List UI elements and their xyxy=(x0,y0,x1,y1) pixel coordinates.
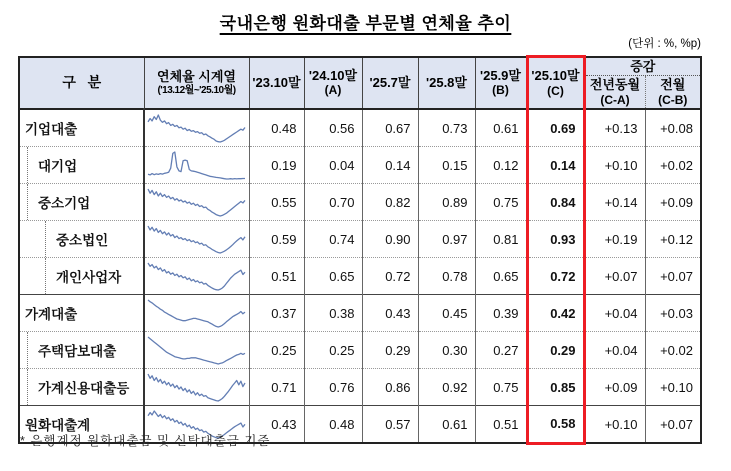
current-value-cell: 0.14 xyxy=(527,147,584,184)
current-value-cell: 0.58 xyxy=(527,406,584,444)
table-row xyxy=(19,332,701,369)
value-cell: 0.38 xyxy=(304,295,362,332)
unit-note: (단위 : %, %p) xyxy=(628,38,701,50)
value-cell: 0.61 xyxy=(418,406,475,444)
change-value-cell: +0.12 xyxy=(645,221,701,258)
change-value-cell: +0.08 xyxy=(645,109,701,147)
value-cell: 0.72 xyxy=(362,258,418,295)
value-cell: 0.74 xyxy=(304,221,362,258)
value-cell: 0.48 xyxy=(304,406,362,444)
change-value-cell: +0.10 xyxy=(584,406,645,444)
value-cell: 0.55 xyxy=(249,184,304,221)
change-value-cell: +0.10 xyxy=(584,147,645,184)
change-value-cell: +0.04 xyxy=(584,332,645,369)
change-value-cell: +0.09 xyxy=(645,184,701,221)
value-cell: 0.76 xyxy=(304,369,362,406)
header-change-yoy: 전년동월 (C-A) xyxy=(584,76,645,109)
row-label: 대기업 xyxy=(27,147,143,183)
change-value-cell: +0.14 xyxy=(584,184,645,221)
header-timeseries-title: 연체율 시계열 xyxy=(157,68,236,84)
sparkline-chart xyxy=(146,371,247,405)
sparkline-chart xyxy=(146,223,247,257)
row-label-cell xyxy=(19,258,144,295)
sparkline-cell xyxy=(144,221,249,258)
sparkline-chart xyxy=(146,112,247,146)
page-title: 국내은행 원화대출 부문별 연체율 추이 xyxy=(219,14,512,33)
value-cell: 0.92 xyxy=(418,369,475,406)
row-label-cell xyxy=(19,369,144,406)
value-cell: 0.97 xyxy=(418,221,475,258)
value-cell: 0.39 xyxy=(475,295,527,332)
value-cell: 0.14 xyxy=(362,147,418,184)
value-cell: 0.57 xyxy=(362,406,418,444)
value-cell: 0.86 xyxy=(362,369,418,406)
change-value-cell: +0.19 xyxy=(584,221,645,258)
value-cell: 0.71 xyxy=(249,369,304,406)
header-change-mom: 전월 (C-B) xyxy=(645,76,701,109)
value-cell: 0.73 xyxy=(418,109,475,147)
table-row xyxy=(19,147,701,184)
header-category: 구 분 xyxy=(19,57,144,110)
table-row xyxy=(19,221,701,258)
header-period-2509: '25.9말 (B) xyxy=(475,57,527,110)
row-label: 주택담보대출 xyxy=(27,332,143,368)
value-cell: 0.56 xyxy=(304,109,362,147)
value-cell: 0.70 xyxy=(304,184,362,221)
value-cell: 0.89 xyxy=(418,184,475,221)
table-row xyxy=(19,295,701,332)
table-row xyxy=(19,369,701,406)
change-value-cell: +0.07 xyxy=(645,406,701,444)
value-cell: 0.43 xyxy=(249,406,304,444)
value-cell: 0.43 xyxy=(362,295,418,332)
row-label-cell xyxy=(19,147,144,184)
current-value-cell: 0.42 xyxy=(527,295,584,332)
value-cell: 0.78 xyxy=(418,258,475,295)
value-cell: 0.15 xyxy=(418,147,475,184)
table-row xyxy=(19,109,701,147)
row-label: 기업대출 xyxy=(25,122,78,138)
footnote: * 은행계정 원화대출금 및 신탁대출금 기준 xyxy=(20,434,271,448)
sparkline-chart xyxy=(146,186,247,220)
value-cell: 0.51 xyxy=(249,258,304,295)
current-value-cell: 0.29 xyxy=(527,332,584,369)
table-row xyxy=(19,184,701,221)
change-value-cell: +0.04 xyxy=(584,295,645,332)
value-cell: 0.65 xyxy=(304,258,362,295)
value-cell: 0.75 xyxy=(475,184,527,221)
current-value-cell: 0.93 xyxy=(527,221,584,258)
sparkline-chart xyxy=(146,297,247,331)
row-label-cell xyxy=(19,332,144,369)
value-cell: 0.67 xyxy=(362,109,418,147)
row-label: 원화대출계 xyxy=(25,418,91,434)
value-cell: 0.29 xyxy=(362,332,418,369)
row-label-cell xyxy=(19,221,144,258)
current-value-cell: 0.85 xyxy=(527,369,584,406)
sparkline-cell xyxy=(144,258,249,295)
sparkline-cell xyxy=(144,109,249,147)
row-label: 가계신용대출등 xyxy=(27,369,143,405)
value-cell: 0.27 xyxy=(475,332,527,369)
value-cell: 0.12 xyxy=(475,147,527,184)
sparkline-cell xyxy=(144,295,249,332)
header-period-2507: '25.7말 xyxy=(362,57,418,110)
row-label-cell xyxy=(19,184,144,221)
sparkline-chart xyxy=(146,334,247,368)
value-cell: 0.59 xyxy=(249,221,304,258)
change-value-cell: +0.07 xyxy=(584,258,645,295)
change-value-cell: +0.13 xyxy=(584,109,645,147)
value-cell: 0.37 xyxy=(249,295,304,332)
value-cell: 0.45 xyxy=(418,295,475,332)
change-value-cell: +0.02 xyxy=(645,147,701,184)
current-value-cell: 0.69 xyxy=(527,109,584,147)
header-period-2508: '25.8말 xyxy=(418,57,475,110)
row-label: 중소기업 xyxy=(27,184,143,220)
sparkline-cell xyxy=(144,332,249,369)
sparkline-cell xyxy=(144,184,249,221)
current-value-cell: 0.84 xyxy=(527,184,584,221)
sparkline-chart xyxy=(146,260,247,294)
value-cell: 0.51 xyxy=(475,406,527,444)
value-cell: 0.04 xyxy=(304,147,362,184)
header-change-group: 증감 xyxy=(584,57,701,76)
change-value-cell: +0.03 xyxy=(645,295,701,332)
value-cell: 0.25 xyxy=(249,332,304,369)
value-cell: 0.65 xyxy=(475,258,527,295)
table-row xyxy=(19,258,701,295)
row-label: 개인사업자 xyxy=(45,258,143,294)
change-value-cell: +0.07 xyxy=(645,258,701,295)
change-value-cell: +0.09 xyxy=(584,369,645,406)
value-cell: 0.19 xyxy=(249,147,304,184)
current-value-cell: 0.72 xyxy=(527,258,584,295)
value-cell: 0.25 xyxy=(304,332,362,369)
value-cell: 0.75 xyxy=(475,369,527,406)
header-period-2410: '24.10말 (A) xyxy=(304,57,362,110)
value-cell: 0.90 xyxy=(362,221,418,258)
sparkline-cell xyxy=(144,147,249,184)
sparkline-chart xyxy=(146,149,247,183)
row-label-cell xyxy=(19,295,144,332)
row-label: 중소법인 xyxy=(45,221,143,257)
value-cell: 0.48 xyxy=(249,109,304,147)
header-period-2510-highlighted: '25.10말 (C) xyxy=(527,57,584,110)
row-label-cell xyxy=(19,109,144,147)
value-cell: 0.61 xyxy=(475,109,527,147)
value-cell: 0.81 xyxy=(475,221,527,258)
header-timeseries xyxy=(144,57,249,110)
change-value-cell: +0.02 xyxy=(645,332,701,369)
change-value-cell: +0.10 xyxy=(645,369,701,406)
row-label: 가계대출 xyxy=(25,307,78,323)
value-cell: 0.82 xyxy=(362,184,418,221)
delinquency-table xyxy=(18,55,702,445)
value-cell: 0.30 xyxy=(418,332,475,369)
sparkline-cell xyxy=(144,369,249,406)
header-period-2310: '23.10말 xyxy=(249,57,304,110)
header-timeseries-range: ('13.12월~'25.10월) xyxy=(157,84,236,96)
